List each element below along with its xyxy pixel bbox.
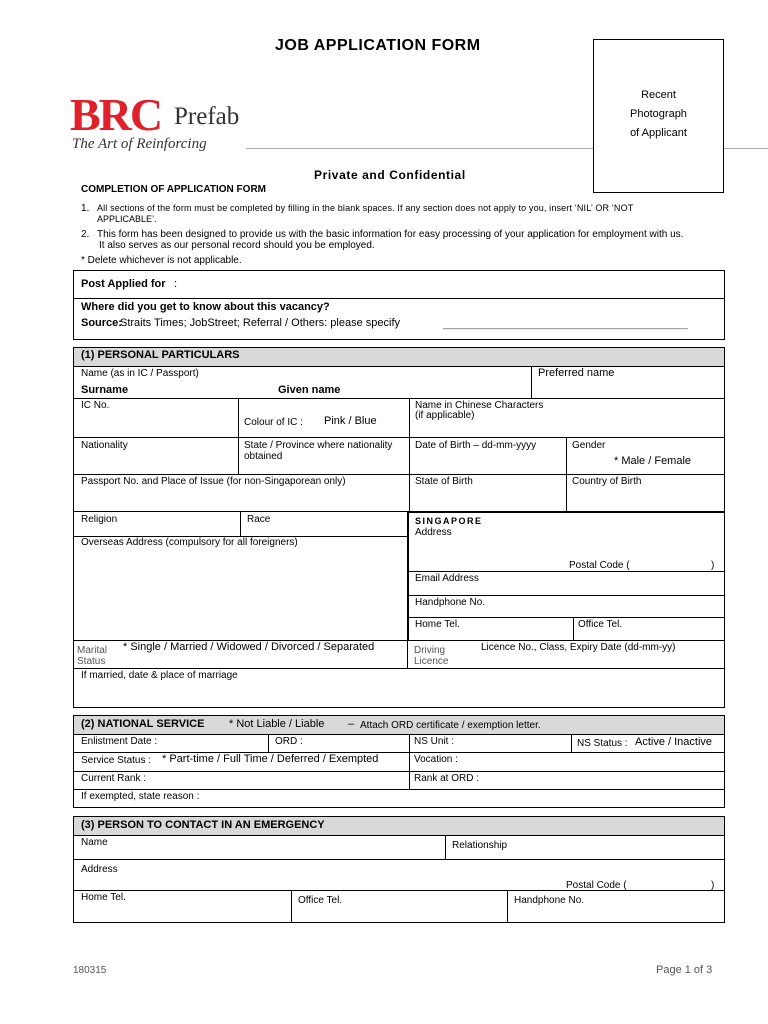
driving-label-1: Driving — [414, 645, 446, 656]
emergency-name-label: Name — [81, 837, 108, 848]
photo-label-2: Photograph — [630, 108, 687, 120]
marital-label-2: Status — [77, 656, 106, 667]
marital-label-1: Marital — [77, 645, 108, 656]
post-applied-input[interactable] — [182, 275, 712, 293]
rule — [73, 734, 725, 735]
form-title: JOB APPLICATION FORM — [275, 37, 481, 54]
relationship-label: Relationship — [452, 840, 508, 851]
emergency-address-label: Address — [81, 864, 118, 875]
rule — [73, 668, 725, 669]
state-province-label-1: State / Province where nationality — [244, 440, 393, 451]
intro-item2-line2: It also serves as our personal record should you be employed. — [99, 240, 375, 251]
ns-liable-options[interactable]: * Not Liable / Liable — [229, 718, 325, 730]
chinese-name-label-2: (if applicable) — [415, 410, 475, 421]
postal-code-label: Postal Code ( — [569, 560, 630, 571]
intro-item1-line2: APPLICABLE’. — [97, 214, 157, 224]
emergency-postal-label: Postal Code ( — [566, 880, 627, 891]
photo-label-3: of Applicant — [630, 127, 687, 139]
rule — [73, 890, 725, 891]
intro-item1-line1: All sections of the form must be completed by filling in the blank spaces. If any section does not apply to you, insert ‘NIL’ OR ‘NOT — [97, 203, 634, 213]
rule — [73, 437, 725, 438]
post-applied-colon: : — [174, 278, 178, 290]
dob-label: Date of Birth – dd-mm-yyyy — [415, 440, 537, 451]
intro-item2-line1: This form has been designed to provide us with the basic information for easy processing of your application for employment with us. — [97, 229, 684, 240]
gender-options[interactable]: * Male / Female — [614, 455, 692, 467]
logo-prefab: Prefab — [174, 103, 240, 130]
ns-unit-label: NS Unit : — [414, 736, 455, 747]
handphone-label: Handphone No. — [415, 597, 486, 608]
country-birth-label: Country of Birth — [572, 476, 642, 487]
preferred-name-label: Preferred name — [538, 367, 615, 379]
service-status-options[interactable]: * Part-time / Full Time / Deferred / Exempted — [162, 753, 379, 765]
post-applied-label: Post Applied for — [81, 278, 166, 290]
postal-code-close: ) — [711, 560, 715, 571]
passport-label: Passport No. and Place of Issue (for non-Singaporean only) — [81, 476, 346, 487]
ic-no-label: IC No. — [81, 400, 110, 411]
rule — [507, 890, 508, 923]
rule — [73, 835, 725, 836]
ns-dash: – — [348, 718, 355, 730]
religion-label: Religion — [81, 514, 118, 525]
intro-heading: COMPLETION OF APPLICATION FORM — [81, 184, 266, 195]
emergency-table — [73, 816, 725, 923]
singapore-label: SINGAPORE — [415, 516, 483, 526]
source-options[interactable]: Straits Times; JobStreet; Referral / Others: please specify — [120, 317, 400, 329]
source-specify-blank[interactable]: ____________________________________________ — [443, 319, 688, 330]
state-birth-label: State of Birth — [415, 476, 473, 487]
emergency-home-tel-label: Home Tel. — [81, 892, 126, 903]
overseas-address-label: Overseas Address (compulsory for all foreigners) — [81, 537, 298, 548]
ns-status-label: NS Status : — [577, 738, 628, 749]
photo-label-1: Recent — [641, 89, 676, 101]
rank-ord-label: Rank at ORD : — [414, 773, 480, 784]
vocation-label: Vocation : — [414, 754, 458, 765]
nationality-label: Nationality — [81, 440, 128, 451]
rule — [238, 437, 239, 474]
race-label: Race — [247, 514, 271, 525]
intro-note: * Delete whichever is not applicable. — [81, 255, 242, 266]
photo-box[interactable] — [593, 39, 724, 193]
licence-columns: Licence No., Class, Expiry Date (dd-mm-yy) — [481, 642, 676, 653]
page-number: Page 1 of 3 — [656, 964, 713, 976]
driving-label-2: Licence — [414, 656, 449, 667]
rule — [291, 890, 292, 923]
given-name-label: Given name — [278, 384, 341, 396]
gender-label: Gender — [572, 440, 606, 451]
company-logo — [70, 89, 260, 156]
rule — [531, 366, 532, 398]
rule — [73, 789, 725, 790]
rule — [73, 366, 725, 367]
name-ic-label: Name (as in IC / Passport) — [81, 368, 199, 379]
colour-ic-options[interactable]: Pink / Blue — [324, 415, 377, 427]
rule — [73, 859, 725, 860]
ord-label: ORD : — [275, 736, 303, 747]
current-rank-label: Current Rank : — [81, 773, 147, 784]
emergency-office-tel-label: Office Tel. — [298, 895, 343, 906]
state-province-label-2: obtained — [244, 451, 283, 462]
emergency-header: (3) PERSON TO CONTACT IN AN EMERGENCY — [81, 819, 325, 831]
rule — [571, 734, 572, 752]
rule — [73, 474, 725, 475]
enlistment-label: Enlistment Date : — [81, 736, 158, 747]
exempted-reason-label: If exempted, state reason : — [81, 791, 200, 802]
ns-attach-note: Attach ORD certificate / exemption letter. — [360, 720, 541, 731]
vacancy-question: Where did you get to know about this vacancy? — [81, 301, 330, 313]
ns-header: (2) NATIONAL SERVICE — [81, 718, 205, 730]
rule — [409, 398, 410, 511]
logo-tagline: The Art of Reinforcing — [72, 136, 207, 152]
marital-options[interactable]: * Single / Married / Widowed / Divorced / Separated — [123, 641, 375, 653]
emergency-postal-close: ) — [711, 880, 715, 891]
rule — [566, 437, 567, 511]
post-divider — [73, 298, 725, 299]
personal-header: (1) PERSONAL PARTICULARS — [81, 349, 240, 361]
footer-code: 180315 — [73, 965, 107, 976]
intro-item1-num: 1. — [81, 203, 90, 214]
rule — [73, 398, 725, 399]
confidential-label: Private and Confidential — [314, 168, 466, 182]
married-info-label: If married, date & place of marriage — [81, 670, 238, 681]
rule — [409, 734, 410, 789]
home-tel-label: Home Tel. — [415, 619, 460, 630]
service-status-label: Service Status : — [81, 755, 152, 766]
colour-ic-label: Colour of IC : — [244, 417, 303, 428]
rule — [238, 398, 239, 437]
email-label: Email Address — [415, 573, 479, 584]
surname-label: Surname — [81, 384, 129, 396]
rule — [268, 734, 269, 752]
logo-brc: BRC — [70, 89, 162, 140]
rule — [240, 511, 241, 536]
rule — [73, 771, 725, 772]
emergency-handphone-label: Handphone No. — [514, 895, 585, 906]
address-label: Address — [415, 527, 452, 538]
ns-status-options[interactable]: Active / Inactive — [635, 736, 713, 748]
office-tel-label: Office Tel. — [578, 619, 623, 630]
intro-item2-num: 2. — [81, 229, 90, 240]
chinese-name-label-1: Name in Chinese Characters — [415, 400, 544, 411]
source-label: Source: — [81, 317, 122, 329]
rule — [445, 835, 446, 859]
